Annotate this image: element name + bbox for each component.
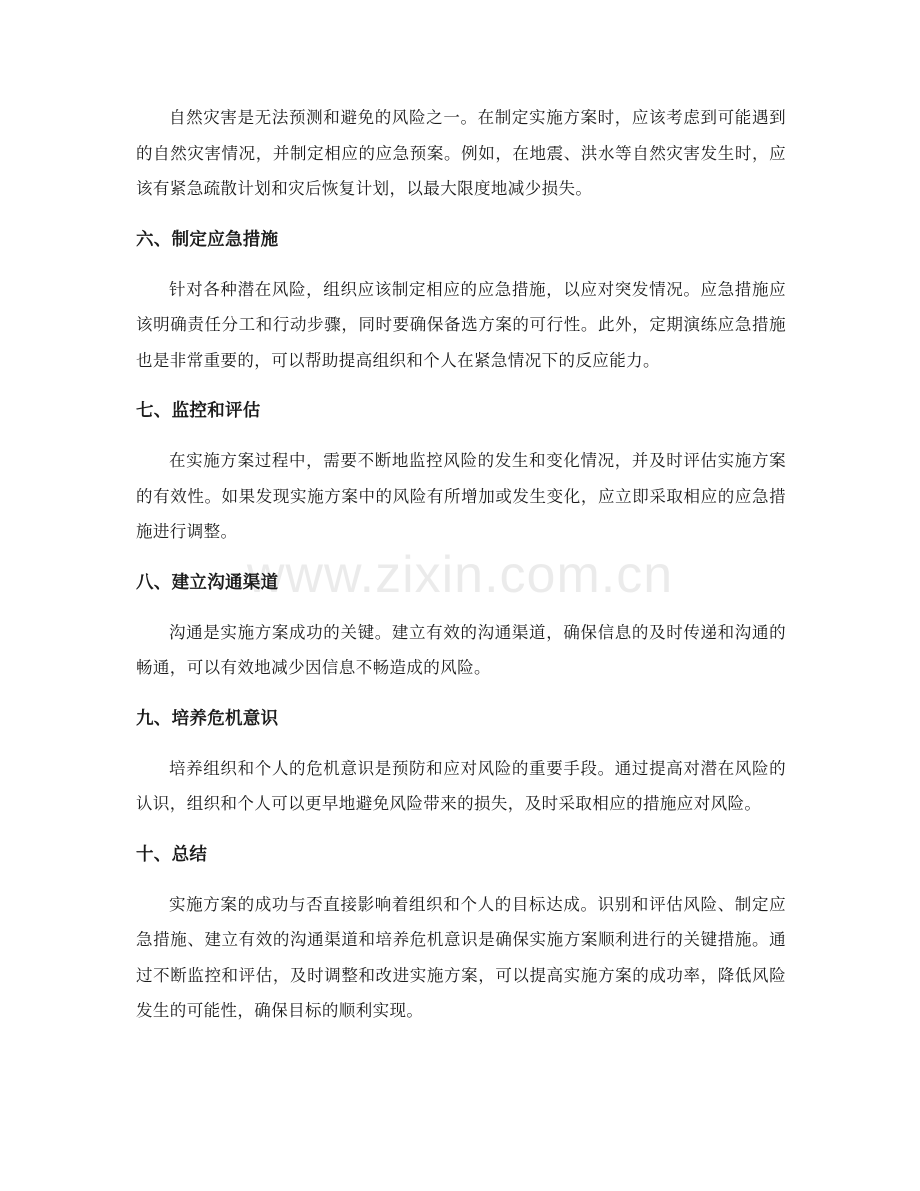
section-body-10: 实施方案的成功与否直接影响着组织和个人的目标达成。识别和评估风险、制定应急措施、建立有效的沟通渠道和培养危机意识是确保实施方案顺利进行的关键措施。通过不断监控和评估，及时调整和改进实施方案，可以提高实施方案的成功率，降低风险发生的可能性，确保目标的顺利实现。 <box>136 894 786 1020</box>
section-heading-6: 六、制定应急措施 <box>136 229 279 250</box>
section-heading-8: 八、建立沟通渠道 <box>136 572 279 593</box>
section-heading-7: 七、监控和评估 <box>136 401 261 421</box>
section-body-7: 在实施方案过程中，需要不断地监控风险的发生和变化情况，并及时评估实施方案的有效性。如果发现实施方案中的风险有所增加或发生变化，应立即采取相应的应急措施进行调整。 <box>136 451 786 541</box>
section-body-9: 培养组织和个人的危机意识是预防和应对风险的重要手段。通过提高对潜在风险的认识，组织和个人可以更早地避免风险带来的损失，及时采取相应的措施应对风险。 <box>136 758 786 813</box>
intro-paragraph: 自然灾害是无法预测和避免的风险之一。在制定实施方案时，应该考虑到可能遇到的自然灾害情况，并制定相应的应急预案。例如，在地震、洪水等自然灾害发生时，应该有紧急疏散计划和灾后恢复计划，以最大限度地减少损失。 <box>136 108 786 198</box>
document-page <box>136 100 786 1029</box>
section-heading-9: 九、培养危机意识 <box>136 708 279 729</box>
watermark: www.zixin.com.cn <box>246 546 674 604</box>
section-body-8: 沟通是实施方案成功的关键。建立有效的沟通渠道，确保信息的及时传递和沟通的畅通，可以有效地减少因信息不畅造成的风险。 <box>136 622 786 677</box>
section-heading-10: 十、总结 <box>136 844 208 865</box>
section-body-6: 针对各种潜在风险，组织应该制定相应的应急措施，以应对突发情况。应急措施应该明确责任分工和行动步骤，同时要确保备选方案的可行性。此外，定期演练应急措施也是非常重要的，可以帮助提高组织和个人在紧急情况下的反应能力。 <box>136 279 786 370</box>
